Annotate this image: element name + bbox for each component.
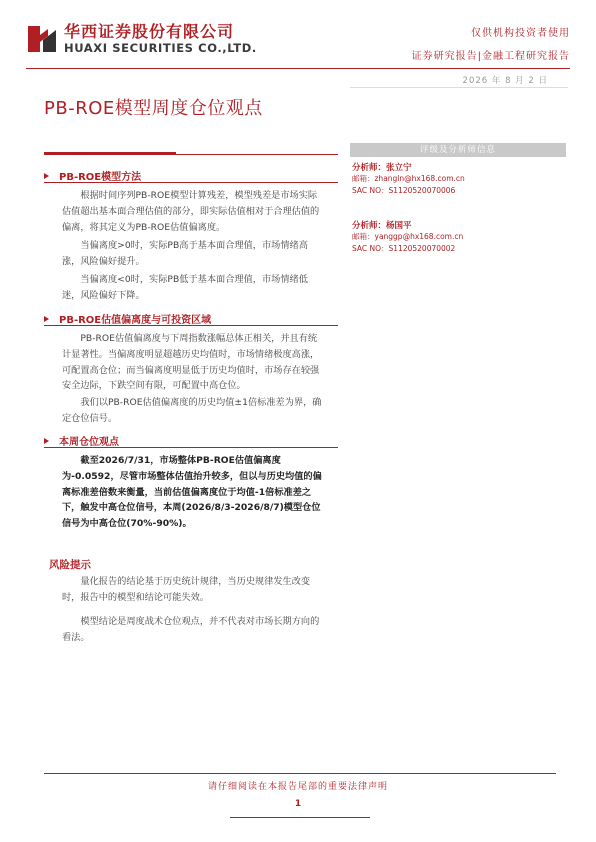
analyst-1-sac: SAC NO：S1120520070006 <box>352 186 456 195</box>
analyst-1-name: 分析师：张立宁 <box>352 163 412 173</box>
footer-divider <box>44 773 556 774</box>
huaxi-logo-icon <box>26 22 58 54</box>
page-number-underline <box>230 817 370 818</box>
audience-notice: 仅供机构投资者使用 <box>471 28 570 39</box>
analyst-1-email[interactable]: 邮箱：zhangln@hx168.com.cn <box>352 174 465 183</box>
paragraph: 根据时间序列PB-ROE模型计算残差，模型残差是市场实际估值超出基本面合理估值的部分，即实际估值相对于合理估值的偏离，将其定义为PB-ROE估值偏离度。 <box>62 190 320 233</box>
position-view-paragraph: 截至2026/7/31，市场整体PB-ROE估值偏离度为-0.0592，尽管市场整体估值抬升较多，但以与历史均值的偏离标准差倍数来衡量，当前估值偏离度位于均值-1倍标准差之下，触发中高仓位信号，本周(2026/8/3-2026/8/7)模型仓位信号为中高仓位(70%-90%)。 <box>62 455 322 530</box>
analyst-2-sac: SAC NO：S1120520070002 <box>352 244 456 253</box>
section-top-divider <box>44 154 338 155</box>
legal-notice: 请仔细阅读在本报告尾部的重要法律声明 <box>207 782 388 792</box>
section-divider <box>44 325 338 326</box>
section-heading: PB-ROE模型方法 <box>44 168 141 183</box>
triangle-bullet-icon <box>44 438 49 444</box>
report-date: 2026 年 8 月 2 日 <box>462 76 548 86</box>
page-number: 1 <box>294 799 302 809</box>
company-name-cn: 华西证券股份有限公司 <box>64 22 235 41</box>
analyst-panel-header <box>350 143 566 157</box>
page-title: PB-ROE模型周度仓位观点 <box>44 98 263 119</box>
analyst-2-email[interactable]: 邮箱：yanggp@hx168.com.cn <box>352 232 464 241</box>
report-category: 证券研究报告|金融工程研究报告 <box>411 51 570 62</box>
paragraph: 当偏离度>0时，实际PB高于基本面合理值，市场情绪高涨，风险偏好提升。 <box>62 240 308 267</box>
section-heading: 本周仓位观点 <box>44 433 119 448</box>
section-divider <box>44 447 338 448</box>
paragraph: 我们以PB-ROE估值偏离度的历史均值±1倍标准差为界，确定仓位信号。 <box>62 397 322 424</box>
analyst-panel-title: 评级及分析师信息 <box>419 145 496 155</box>
paragraph: PB-ROE估值偏离度与下周指数涨幅总体正相关，并且有统计显著性。当偏离度明显超越历史均值时，市场情绪极度高涨，可配置高仓位；而当偏离度明显低于历史均值时，市场存在较强安全边际，下跌空间有限，可配置中高仓位。 <box>62 333 320 392</box>
risk-heading: 风险提示 <box>49 559 91 571</box>
paragraph: 当偏离度<0时，实际PB低于基本面合理值，市场情绪低迷，风险偏好下降。 <box>62 274 308 301</box>
section-heading: PB-ROE估值偏离度与可投资区域 <box>44 311 211 326</box>
header-divider <box>26 68 570 69</box>
analyst-2-name: 分析师：杨国平 <box>352 221 412 231</box>
paragraph: 量化报告的结论基于历史统计规律，当历史规律发生改变时，报告中的模型和结论可能失效。 <box>62 576 311 603</box>
section-divider <box>44 182 338 183</box>
triangle-bullet-icon <box>44 173 49 179</box>
triangle-bullet-icon <box>44 316 49 322</box>
company-name-en: HUAXI SECURITIES CO.,LTD. <box>64 41 257 55</box>
paragraph: 模型结论是周度战术仓位观点，并不代表对市场长期方向的看法。 <box>62 616 320 643</box>
date-divider <box>350 87 568 88</box>
